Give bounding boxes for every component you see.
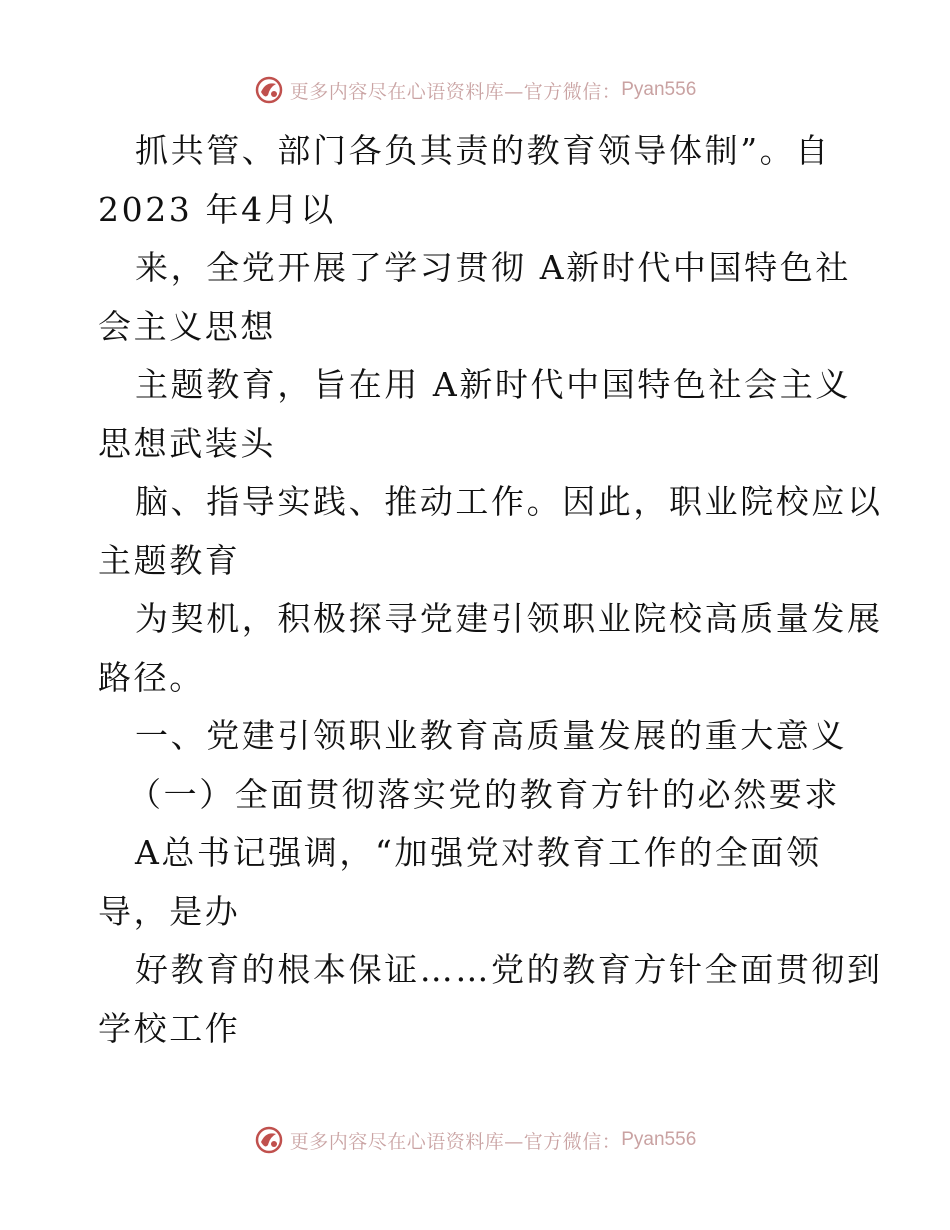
red-swirl-logo-icon <box>254 75 284 105</box>
body-line: 脑、指导实践、推动工作。因此，职业院校应以 <box>135 482 883 521</box>
body-line: 2023 年4月以 <box>98 189 336 229</box>
footer-watermark <box>0 1120 950 1160</box>
body-line: 主题教育，旨在用 A新时代中国特色社会主义 <box>135 365 851 404</box>
section-heading: 一、党建引领职业教育高质量发展的重大意义 <box>135 716 847 755</box>
body-line: 为契机，积极探寻党建引领职业院校高质量发展 <box>135 599 883 638</box>
body-line: 学校工作 <box>98 1008 241 1048</box>
red-swirl-logo-icon <box>254 1125 284 1155</box>
body-line: 会主义思想 <box>98 306 276 346</box>
subsection-heading: （一）全面贯彻落实党的教育方针的必然要求 <box>128 774 840 814</box>
watermark-wechat-id: Pyan556 <box>621 79 697 100</box>
document-body <box>98 122 883 1058</box>
body-line: 思想武装头 <box>98 423 276 463</box>
body-line: 主题教育 <box>98 540 241 580</box>
watermark-text: 更多内容尽在心语资料库—官方微信： <box>289 80 622 103</box>
watermark-wechat-id: Pyan556 <box>621 1129 697 1150</box>
header-watermark <box>0 70 950 110</box>
body-line: 导，是办 <box>98 891 241 931</box>
body-line: 来，全党开展了学习贯彻 A新时代中国特色社 <box>135 248 851 287</box>
body-line: 路径。 <box>98 657 205 697</box>
watermark-text: 更多内容尽在心语资料库—官方微信： <box>289 1130 622 1153</box>
body-line: 抓共管、部门各负其责的教育领导体制”。自 <box>135 131 831 170</box>
body-line: 好教育的根本保证……党的教育方针全面贯彻到 <box>135 950 883 989</box>
body-line: A总书记强调，“加强党对教育工作的全面领 <box>135 833 822 872</box>
